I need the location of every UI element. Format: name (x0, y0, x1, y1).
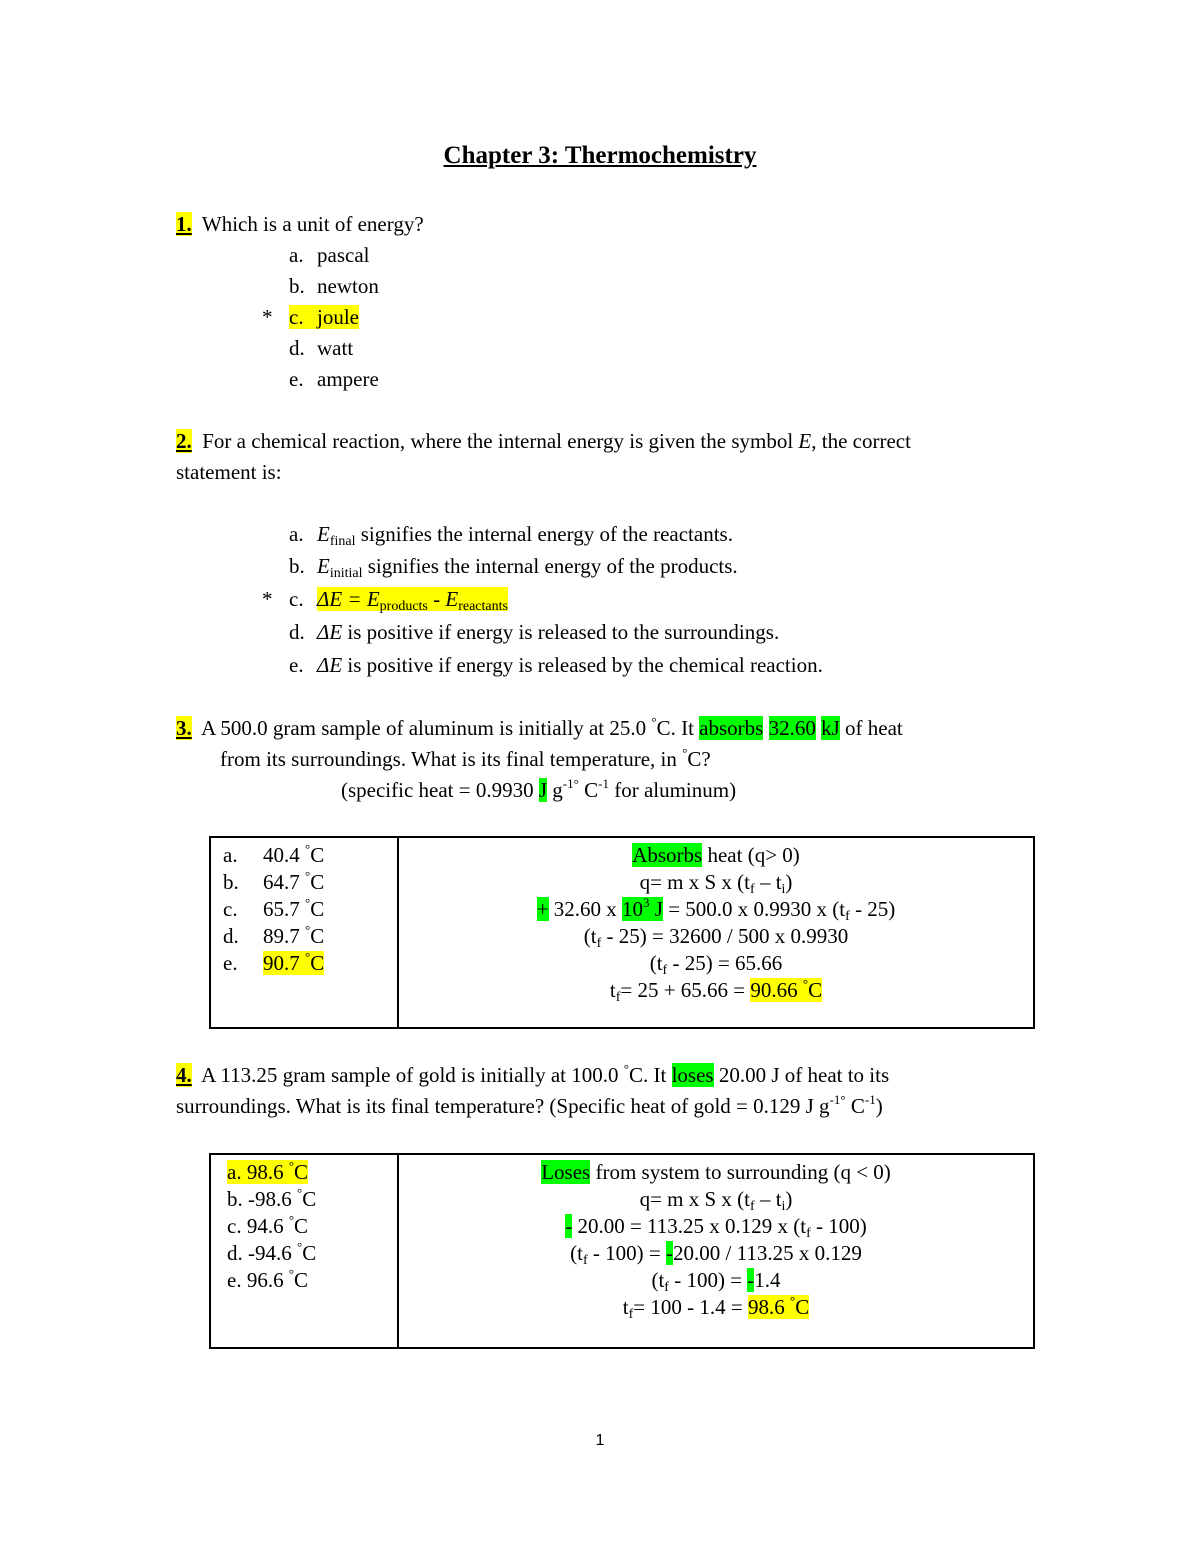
option-b: b. $E_{initial}$ signifies the internal energy of the products. (289, 554, 738, 581)
option-e: e. ΔE is positive if energy is released by the chemical reaction. (289, 653, 823, 677)
solution-column: Absorbs heat (q> 0) q= m x S x $(t_f - t_i)$ + 32.60 x $10^3$ J = 500.0 x 0.9930 x $(t_f - 25)$ $(t_f - 25) = 32600 / 500$ x 0.9930 $(t_f - 25) = 65.66$ $t_f= 25 + 65.66 = 90.66$ °C (536, 843, 896, 1005)
option-d: d. ΔE is positive if energy is released to the surroundings. (289, 620, 780, 644)
answer-e: e. 96.6 °C (227, 1266, 309, 1292)
answer-a: a. 40.4 °C (223, 841, 325, 867)
question-number: 4. (176, 1063, 192, 1087)
answer-b: b. -98.6 °C (227, 1185, 317, 1211)
option-c: c. joule (289, 305, 359, 329)
answer-c: c. 94.6 °C (227, 1212, 309, 1238)
option-c: c. $\Delta E = E_{products} - E_{reactants}$ (289, 587, 508, 614)
option-e: e. ampere (289, 367, 379, 391)
option-a: a. pascal (289, 243, 370, 267)
question-1 (176, 212, 424, 237)
question-2-line-2: statement is: (176, 460, 282, 484)
answer-c: c. 65.7 °C (223, 895, 325, 921)
page-title: Chapter 3: Thermochemistry (443, 142, 757, 169)
answer-column (223, 842, 324, 977)
question-3-table (209, 836, 1035, 1029)
question-2-line-1: 2. For a chemical reaction, where the internal energy is given the symbol E, the correct (176, 429, 911, 453)
question-3-line-3: (specific heat = 0.9930 J $g^{-1^\circ}$ $C^{-1}$ for aluminum) (341, 776, 737, 802)
question-number: 3. (176, 716, 192, 740)
question-number: 1. (176, 212, 192, 236)
question-3-line-2: from its surroundings. What is its final temperature, in °C? (220, 745, 711, 771)
question-4-table (209, 1153, 1035, 1349)
option-b: b. newton (289, 274, 379, 298)
answer-e: e. 90.7 °C (223, 949, 325, 975)
answer-d: d. -94.6 °C (227, 1239, 317, 1265)
answer-column (227, 1159, 316, 1294)
solution-column: Loses from system to surrounding (q < 0) q= m x S x $(t_f - t_i)$ - 20.00 = 113.25 x 0.129 x $(t_f - 100)$ $(t_f - 100) = -20.00 / 113.25$ x 0.129 $(t_f - 100) = -1.4$ $t_f= 100 - 1.4 = 98.6$ °C (541, 1160, 891, 1322)
question-3-line-1: 3. A 500.0 gram sample of aluminum is initially at 25.0 °C. It absorbs 32.60 kJ of heat (176, 714, 903, 740)
page-number: 1 (595, 1432, 605, 1449)
question-4-line-2: surroundings. What is its final temperature? (Specific heat of gold = 0.129 J $g^{-1^\circ}$ $C^{-1}$) (176, 1092, 883, 1118)
question-text: Which is a unit of energy? (201, 212, 424, 236)
answer-a: a. 98.6 °C (227, 1158, 309, 1184)
correct-marker: * (262, 587, 273, 611)
question-number: 2. (176, 429, 192, 453)
answer-b: b. 64.7 °C (223, 868, 325, 894)
question-4-line-1: 4. A 113.25 gram sample of gold is initially at 100.0 °C. It loses 20.00 J of heat to its (176, 1061, 890, 1087)
option-d: d. watt (289, 336, 354, 360)
option-a: a. $E_{final}$ signifies the internal energy of the reactants. (289, 522, 733, 549)
answer-d: d. 89.7 °C (223, 922, 325, 948)
correct-marker: * (262, 305, 273, 329)
